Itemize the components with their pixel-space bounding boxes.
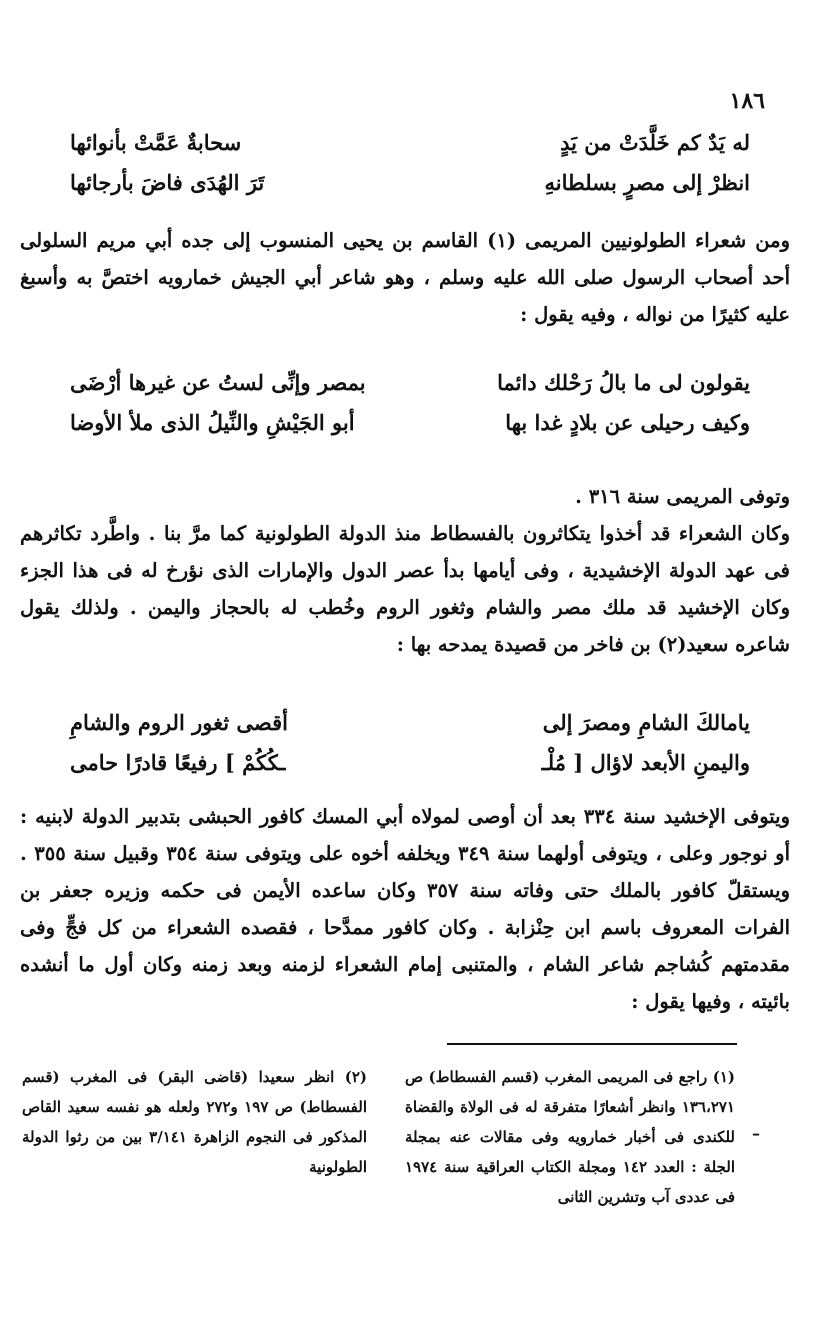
paragraph: ويتوفى الإخشيد سنة ٣٣٤ بعد أن أوصى لمولاه أبي المسك كافور الحبشى بتدبير الدولة لابنيه : أو نوجور وعلى ، ويتوفى أولهما سنة ٣٤٩ ويخلفه أخوه على ويتوفى سنة ٣٥٤ وقبيل سنة ٣٥٥ . ويستقلّ كافور بالملك حتى وفاته سنة ٣٥٧ وكان ساعده الأيمن فى حكمه وزيره جعفر بن الفرات المعروف باسم ابن حِنْزابة . وكان كافور ممدَّحا ، فقصده الشعراء من كل فجٍّ وفى مقدمتهم كُشاجم شاعر الشام ، والمتنبى إمام الشعراء لزمنه وبعد زمنه وكان أول ما أنشده بائيته ، وفيها يقول :	[20, 805, 791, 1013]
footnote-2: (٢) انظر سعيدا (قاضى البقر) فى المغرب (قسم الفسطاط) ص ١٩٧ و٢٧٢ ولعله هو نفسه سعيد القاص المذكور فى النجوم الزاهرة ٣/١٤١ بين من رثوا الدولة الطولونية	[22, 1068, 368, 1176]
verse-hemistich-second: بمصر وإنِّى لستُ عن غيرها أرْضَى	[70, 369, 366, 395]
verse-hemistich-first: يقولون لى ما بالُ رَحْلك دائما	[497, 369, 750, 395]
verse-hemistich-first: له يَدٌ كم خَلَّدَتْ من يَدٍ	[560, 129, 750, 155]
verse-line	[70, 122, 750, 162]
page-number: ١٨٦	[729, 88, 765, 114]
verse-line	[70, 162, 750, 202]
footnote-1: (١) راجع فى المريمى المغرب (قسم الفسطاط) ص ١٣٦،٢٧١ وانظر أشعارًا متفرقة له فى الولاة والقضاة للكندى فى أخبار خمارويه وفى مقالات عنه بمجلة الجلة : العدد ١٤٢ ومجلة الكتاب العراقية سنة ١٩٧٤ فى عددى آب وتشرين الثانى	[405, 1068, 735, 1206]
verse-block-2	[70, 362, 750, 442]
paragraph: وتوفى المريمى سنة ٣١٦ .	[575, 485, 790, 508]
verse-hemistich-first: وكيف رحيلى عن بلادٍ غدا بها	[505, 409, 750, 435]
verse-hemistich-first: يامالكَ الشامِ ومصرَ إلى	[542, 709, 750, 735]
verse-line	[70, 702, 750, 742]
verse-line	[70, 362, 750, 402]
verse-line	[70, 402, 750, 442]
footnote-separator	[447, 1043, 737, 1045]
verse-hemistich-second: تَرَ الهُدَى فاضَ بأرجائها	[70, 169, 265, 195]
verse-hemistich-first: انظرْ إلى مصرٍ بسلطانهِ	[544, 169, 750, 195]
margin-dash: –	[752, 1124, 760, 1143]
paragraph-block-2	[20, 478, 790, 663]
paragraph: ومن شعراء الطولونيين المريمى (١) القاسم بن يحيى المنسوب إلى جده أبي مريم السلولى أحد أصحاب الرسول صلى الله عليه وسلم ، وهو شاعر أبي الجيش خمارويه اختصَّ به وأسبغ عليه كثيرًا من نواله ، وفيه يقول :	[20, 229, 790, 326]
verse-hemistich-second: أقصى ثغور الروم والشامِ	[70, 709, 288, 735]
verse-hemistich-first: واليمنِ الأبعد لاؤال [ مُلْـ	[541, 749, 750, 775]
verse-line	[70, 742, 750, 782]
verse-hemistich-second: ـكُكُمْ ] رفيعًا قادرًا حامى	[70, 749, 286, 775]
verse-block-3	[70, 702, 750, 782]
verse-block-1	[70, 122, 750, 202]
verse-hemistich-second: أبو الجَيْشِ والنِّيلُ الذى ملأ الأوضا	[70, 409, 355, 435]
verse-hemistich-second: سحابةٌ عَمَّتْ بأنوائها	[70, 129, 242, 155]
paragraph-block-1	[20, 222, 790, 333]
paragraph-block-3	[20, 798, 790, 1020]
paragraph: وكان الشعراء قد أخذوا يتكاثرون بالفسطاط منذ الدولة الطولونية كما مرَّ بنا . واطَّرد تكاثرهم فى عهد الدولة الإخشيدية ، وفى أيامها بدأ عصر الدول والإمارات الذى نؤرخ له فى هذا الجزء وكان الإخشيد قد ملك مصر والشام وثغور الروم وخُطب له بالحجاز واليمن . ولذلك يقول شاعره سعيد(٢) بن فاخر من قصيدة يمدحه بها :	[20, 522, 790, 656]
